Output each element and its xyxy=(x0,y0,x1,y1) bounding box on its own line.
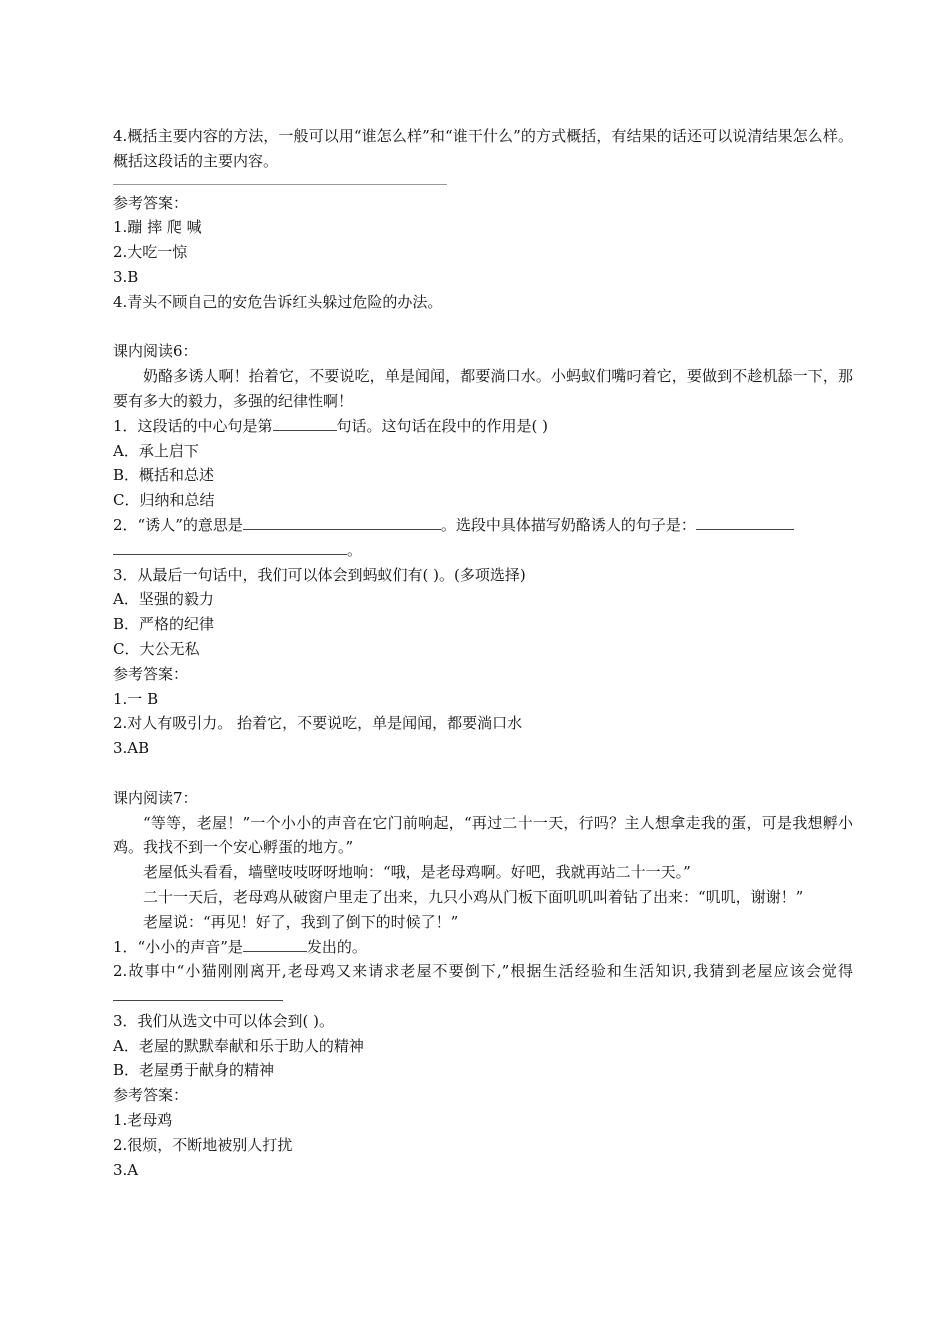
answer-line xyxy=(113,184,447,185)
option: B．严格的纪律 xyxy=(113,615,215,634)
answer-item: 3.AB xyxy=(113,739,150,758)
answer-item: 4.青头不顾自己的安危告诉红头躲过危险的办法。 xyxy=(113,292,443,311)
reading-7-paragraph: 老屋说：“再见！好了，我到了倒下的时候了！” xyxy=(143,912,459,931)
answer-label: 参考答案： xyxy=(113,193,189,212)
reading-7-paragraph: 二十一天后，老母鸡从破窗户里走了出来，九只小鸡从门板下面叽叽叫着钻了出来：“叽叽，谢谢！” xyxy=(143,887,804,906)
answer-label: 参考答案： xyxy=(113,1086,189,1105)
reading-7-question-2: 2.故事中“小猫刚刚离开,老母鸡又来请求老屋不要倒下,”根据生活经验和生活知识,我猜到老屋应该会觉得 xyxy=(113,959,853,1009)
answer-item: 3.B xyxy=(113,267,139,286)
option: B．老屋勇于献身的精神 xyxy=(113,1061,275,1080)
answer-item: 2.大吃一惊 xyxy=(113,243,188,262)
document-page xyxy=(113,124,853,1182)
reading-6-passage: 奶酪多诱人啊！抬着它，不要说吃，单是闻闻，都要淌口水。小蚂蚁们嘴叼着它，要做到不趁机舔一下，那要有多大的毅力，多强的纪律性啊！ xyxy=(113,367,853,410)
reading-7-question-3: 3．我们从选文中可以体会到( )。 xyxy=(113,1011,335,1030)
option: A．老屋的默默奉献和乐于助人的精神 xyxy=(113,1036,364,1055)
option: C．归纳和总结 xyxy=(113,491,215,510)
answer-item: 1.蹦 摔 爬 喊 xyxy=(113,218,202,237)
reading-7-title: 课内阅读7： xyxy=(113,788,198,807)
answer-label: 参考答案： xyxy=(113,664,189,683)
answer-item: 2.对人有吸引力。 抬着它，不要说吃，单是闻闻，都要淌口水 xyxy=(113,714,523,733)
reading-6-question-3: 3．从最后一句话中，我们可以体会到蚂蚁们有( )。(多项选择) xyxy=(113,565,526,584)
answer-item: 1.老母鸡 xyxy=(113,1111,173,1130)
reading-7-paragraph: 老屋低头看看，墙壁吱吱呀呀地响：“哦，是老母鸡啊。好吧，我就再站二十一天。” xyxy=(143,863,691,882)
reading-7-paragraph: “等等，老屋！”一个小小的声音在它门前响起，“再过二十一天，行吗？主人想拿走我的蛋，可是我想孵小鸡。我找不到一个安心孵蛋的地方。” xyxy=(113,813,853,857)
option: A．坚强的毅力 xyxy=(113,590,214,609)
option: B．概括和总述 xyxy=(113,466,215,485)
reading-6-question-1: 1．这段话的中心句是第 句话。这句话在段中的作用是( ) xyxy=(113,414,853,439)
question-4: 4.概括主要内容的方法，一般可以用“谁怎么样”和“谁干什么”的方式概括，有结果的话还可以说清结果怎么样。概括这段话的主要内容。 xyxy=(113,127,853,170)
reading-6-question-2-continued: 。 xyxy=(113,538,853,563)
option: A．承上启下 xyxy=(113,441,199,460)
answer-item: 1.一 B xyxy=(113,689,159,708)
answer-item: 3.A xyxy=(113,1160,139,1179)
reading-6-question-2: 2．“诱人”的意思是 。选段中具体描写奶酪诱人的句子是： xyxy=(113,513,853,538)
option: C．大公无私 xyxy=(113,639,200,658)
reading-7-question-1: 1．“小小的声音”是 发出的。 xyxy=(113,935,853,960)
answer-item: 2.很烦，不断地被别人打扰 xyxy=(113,1135,293,1154)
reading-6-title: 课内阅读6： xyxy=(113,342,198,361)
